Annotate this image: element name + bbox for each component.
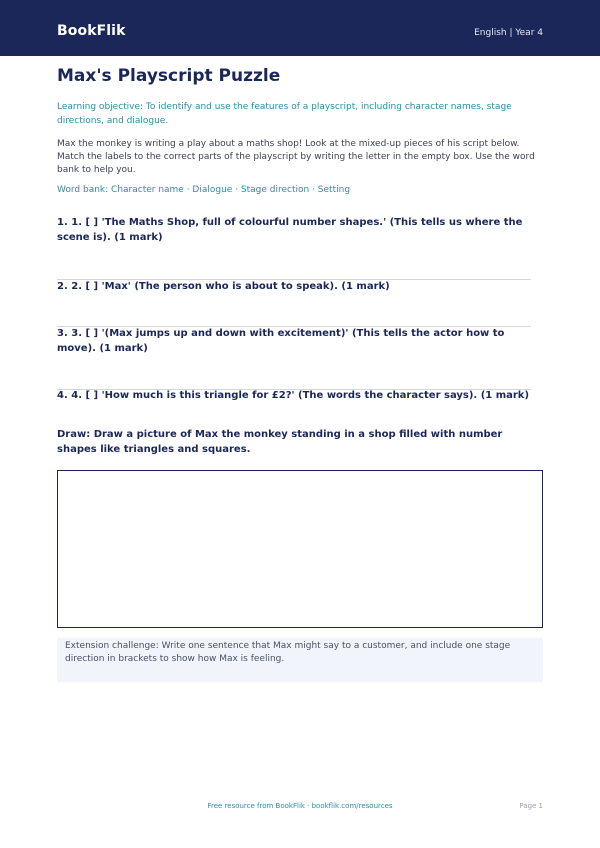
footer-text[interactable]: Free resource from BookFlik · bookflik.com/resources <box>207 802 393 810</box>
question-3: 3. 3. [ ] '(Max jumps up and down with excitement)' (This tells the actor how to move). (1 mark) <box>57 328 505 354</box>
page-header <box>0 0 600 56</box>
intro-text: Max the monkey is writing a play about a maths shop! Look at the mixed-up pieces of his script below. Match the labels to the correct parts of the playscript by writing the letter in the empty box. Use the word bank to help you. <box>57 139 535 175</box>
draw-prompt: Draw: Draw a picture of Max the monkey standing in a shop filled with number shapes like triangles and squares. <box>57 429 503 455</box>
question-4: 4. 4. [ ] 'How much is this triangle for £2?' (The words the character says). (1 mark) <box>57 390 530 401</box>
question-1: 1. 1. [ ] 'The Maths Shop, full of colourful number shapes.' (This tells us where the scene is). (1 mark) <box>57 217 523 243</box>
subject-year-label: English | Year 4 <box>474 28 543 38</box>
learning-objective: Learning objective: To identify and use the features of a playscript, including character names, stage directions, and dialogue. <box>57 102 512 126</box>
word-bank: Word bank: Character name · Dialogue · Stage direction · Setting <box>57 185 351 195</box>
question-2: 2. 2. [ ] 'Max' (The person who is about to speak). (1 mark) <box>57 281 390 292</box>
page-number: Page 1 <box>519 802 543 810</box>
worksheet-title: Max's Playscript Puzzle <box>57 66 281 86</box>
brand-logo-text[interactable]: BookFlik <box>57 23 126 39</box>
extension-challenge: Extension challenge: Write one sentence that Max might say to a customer, and include one stage direction in brackets to show how Max is feeling. <box>57 638 543 682</box>
drawing-area[interactable] <box>57 470 543 628</box>
